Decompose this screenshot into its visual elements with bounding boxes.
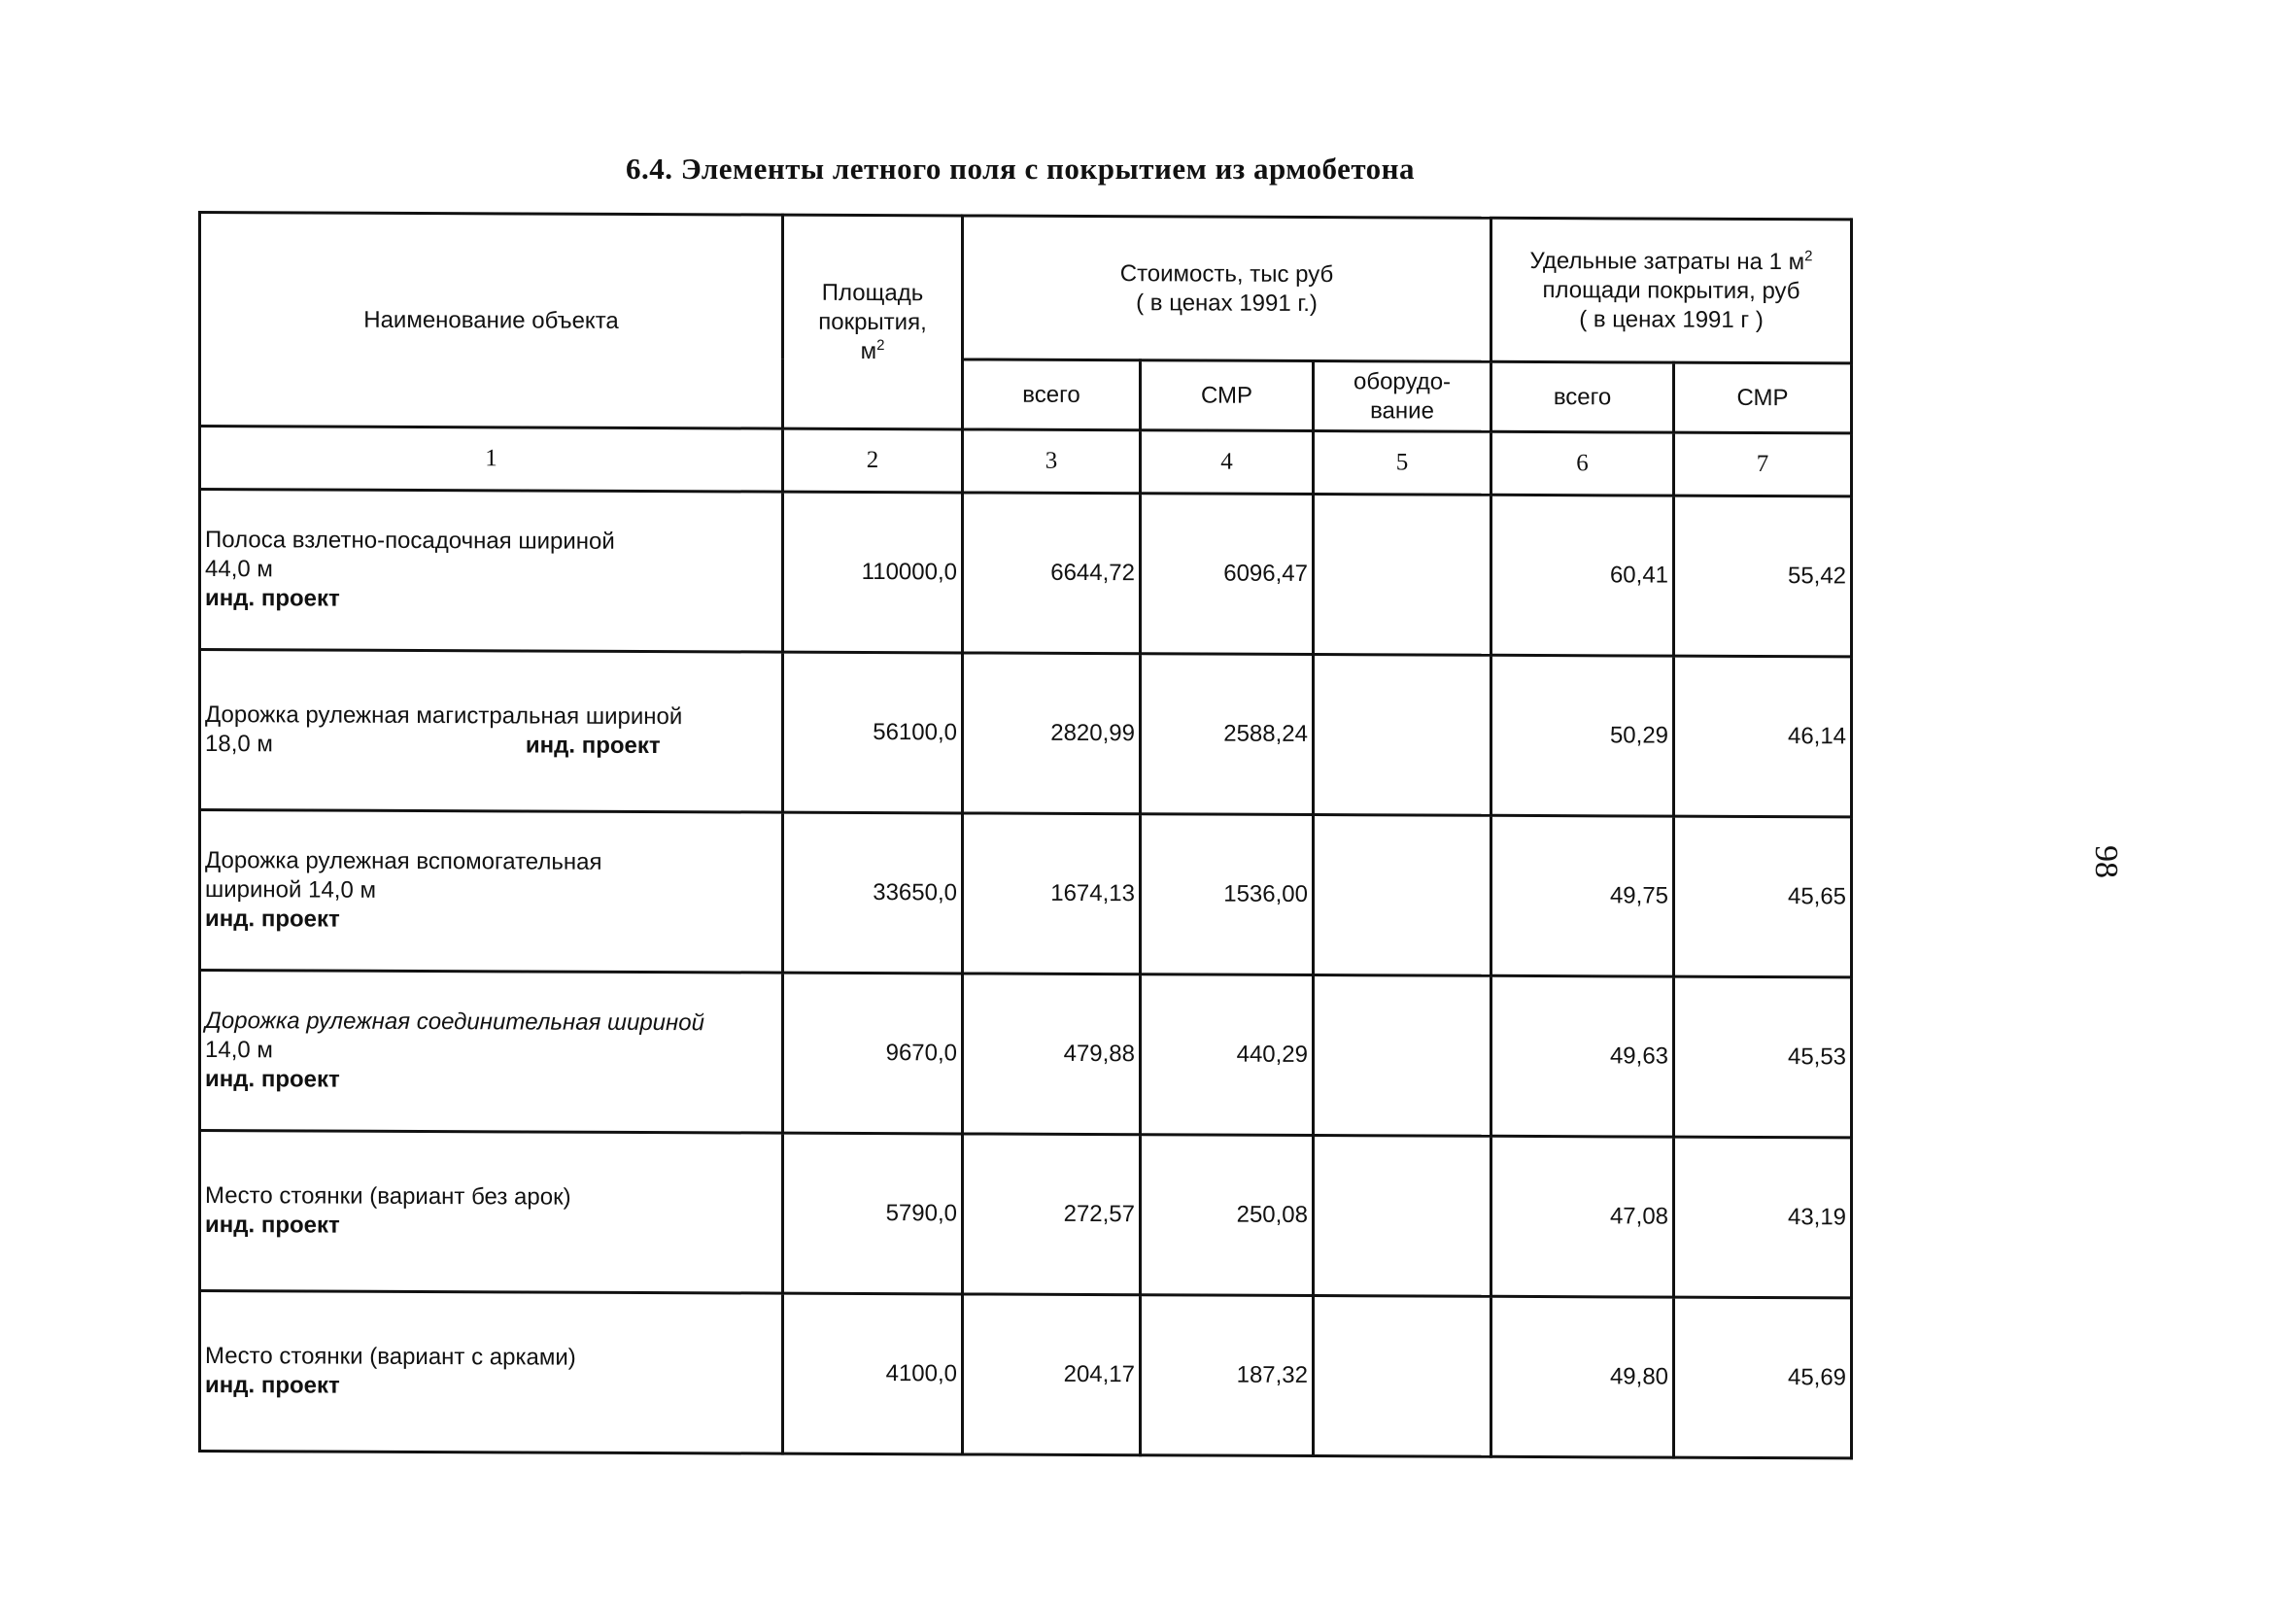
area-cell: 56100,0 — [783, 652, 963, 813]
page-title: 6.4. Элементы летного поля с покрытием из армобетона — [625, 152, 1416, 186]
cost-total-cell: 6644,72 — [963, 493, 1141, 654]
specific-smr-cell: 45,65 — [1674, 816, 1852, 977]
cost-equipment-cell — [1314, 495, 1491, 656]
cost-equipment-cell — [1314, 1296, 1491, 1457]
cost-equipment-cell — [1314, 975, 1491, 1137]
cost-smr-cell: 440,29 — [1141, 974, 1314, 1136]
area-cell: 9670,0 — [783, 973, 963, 1134]
cost-total-cell: 2820,99 — [963, 653, 1141, 814]
cost-total-cell: 479,88 — [963, 974, 1141, 1135]
cost-smr-cell: 187,32 — [1141, 1295, 1314, 1456]
table-row — [200, 1131, 1852, 1298]
header-area: Площадь покрытия, $м^2$ — [783, 215, 963, 429]
object-name-cell: Дорожка рулежная магистральная шириной 18,0 м инд. проект — [200, 650, 783, 813]
cost-total-cell: 204,17 — [963, 1294, 1141, 1455]
header-specific-total: всего — [1491, 361, 1674, 432]
specific-total-cell: 49,75 — [1491, 815, 1674, 976]
specific-smr-cell: 45,53 — [1674, 976, 1852, 1138]
specific-total-cell: 60,41 — [1491, 495, 1674, 656]
cost-table — [198, 211, 1853, 1459]
table-row — [200, 1291, 1852, 1458]
table-row — [200, 971, 1852, 1138]
object-name-cell: Дорожка рулежная вспомогательная шириной 14,0 м инд. проект — [200, 810, 783, 974]
cost-smr-cell: 2588,24 — [1141, 654, 1314, 815]
cost-smr-cell: 6096,47 — [1141, 494, 1314, 655]
specific-smr-cell: 55,42 — [1674, 495, 1852, 657]
header-cost-total: всего — [963, 359, 1141, 430]
area-cell: 5790,0 — [783, 1133, 963, 1294]
column-number: 7 — [1674, 432, 1852, 496]
column-number: 6 — [1491, 431, 1674, 495]
header-object-name: Наименование объекта — [200, 213, 783, 429]
column-number: 4 — [1141, 430, 1314, 495]
specific-total-cell: 50,29 — [1491, 655, 1674, 816]
header-cost: Стоимость, тыс руб ( в ценах 1991 г.) — [963, 216, 1491, 361]
header-specific-smr: СМР — [1674, 362, 1852, 433]
column-number: 5 — [1314, 431, 1491, 495]
specific-total-cell: 49,80 — [1491, 1296, 1674, 1457]
specific-smr-cell: 46,14 — [1674, 656, 1852, 817]
cost-equipment-cell — [1314, 655, 1491, 816]
specific-total-cell: 49,63 — [1491, 975, 1674, 1137]
cost-smr-cell: 250,08 — [1141, 1135, 1314, 1296]
cost-equipment-cell — [1314, 815, 1491, 976]
area-cell: 110000,0 — [783, 492, 963, 653]
object-name-cell: Полоса взлетно-посадочная шириной 44,0 м инд. проект — [200, 490, 783, 653]
column-number: 1 — [200, 427, 783, 493]
column-number: 2 — [783, 428, 963, 493]
header-cost-equipment: оборудо- вание — [1314, 361, 1491, 432]
specific-total-cell: 47,08 — [1491, 1136, 1674, 1297]
area-cell: 4100,0 — [783, 1293, 963, 1454]
column-number-row — [200, 427, 1852, 496]
cost-equipment-cell — [1314, 1136, 1491, 1297]
table-row — [200, 650, 1852, 817]
area-cell: 33650,0 — [783, 812, 963, 974]
cost-total-cell: 1674,13 — [963, 813, 1141, 974]
object-name-cell: Дорожка рулежная соединительная шириной 14,0 м инд. проект — [200, 971, 783, 1134]
object-name-cell: Место стоянки (вариант без арок) инд. проект — [200, 1131, 783, 1294]
object-name-cell: Место стоянки (вариант с арками) инд. проект — [200, 1291, 783, 1454]
header-cost-smr: СМР — [1141, 360, 1314, 431]
header-specific-cost: Удельные затраты на 1 $м^2$ площади покрытия, руб ( в ценах 1991 г ) — [1491, 218, 1852, 363]
column-number: 3 — [963, 429, 1141, 494]
cost-total-cell: 272,57 — [963, 1134, 1141, 1295]
table-row — [200, 490, 1852, 657]
specific-smr-cell: 45,69 — [1674, 1297, 1852, 1458]
page-number: 98 — [2088, 845, 2124, 878]
cost-smr-cell: 1536,00 — [1141, 814, 1314, 975]
specific-smr-cell: 43,19 — [1674, 1137, 1852, 1298]
table-row — [200, 810, 1852, 977]
